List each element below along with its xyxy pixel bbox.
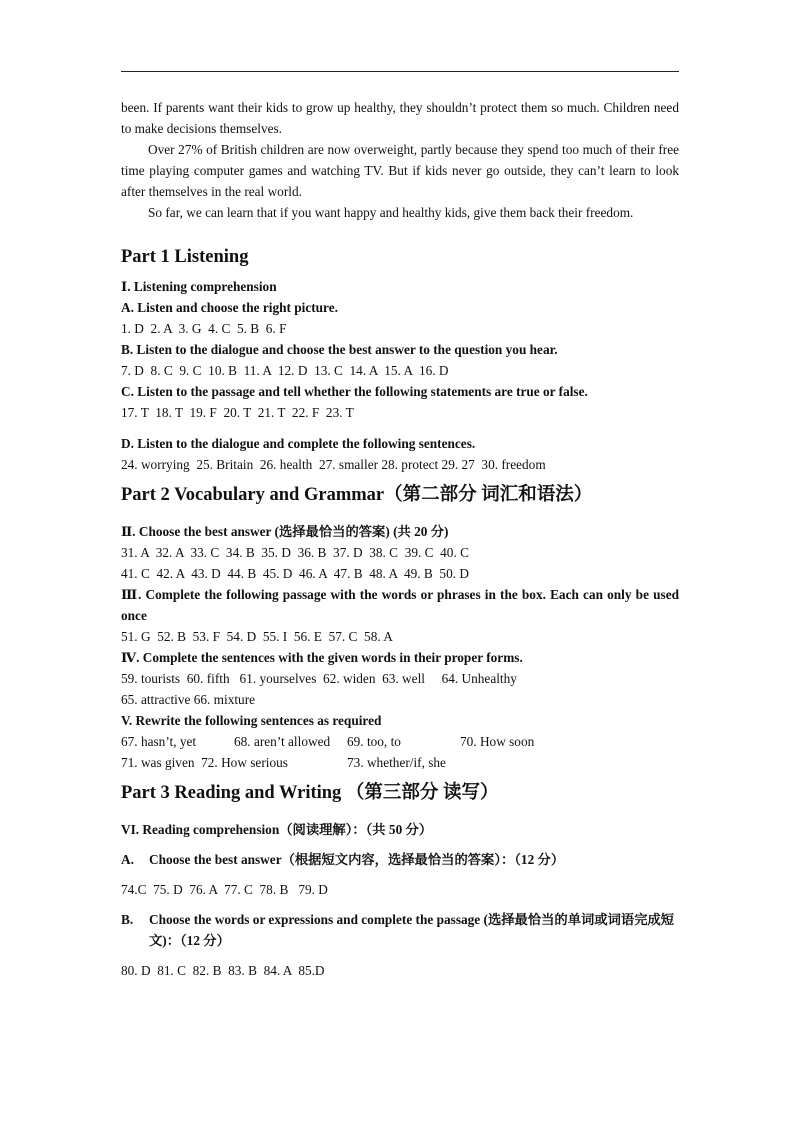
part3-b-heading-row [121,909,679,951]
section5-answers-row2 [121,752,679,773]
section3-heading: Ⅲ. Complete the following passage with the words or phrases in the box. Each can only be used once [121,587,679,623]
part1-d-heading: D. Listen to the dialogue and complete the following sentences. [121,436,476,451]
part3-a-heading-row [121,849,679,870]
header-rule [121,71,679,72]
section3-answers: 51. G 52. B 53. F 54. D 55. I 56. E 57. C 58. A [121,629,393,644]
page-content [121,97,679,981]
answer-67: 67. hasn’t, yet [121,734,197,749]
answer-69: 69. too, to [347,734,401,749]
part1-b-answers: 7. D 8. C 9. C 10. B 11. A 12. D 13. C 14. A 15. A 16. D [121,363,449,378]
paragraph-conclusion: So far, we can learn that if you want happy and healthy kids, give them back their freedom. [148,205,634,220]
section4-heading: Ⅳ. Complete the sentences with the given words in their proper forms. [121,650,523,665]
part3-b-label: B. [121,912,134,927]
part2-title: Part 2 Vocabulary and Grammar（第二部分 词汇和语法） [121,485,593,505]
answer-68: 68. aren’t allowed [234,734,331,749]
part1-a-heading: A. Listen and choose the right picture. [121,300,338,315]
part1-b-heading: B. Listen to the dialogue and choose the best answer to the question you hear. [121,342,558,357]
section4-answers-line2: 65. attractive 66. mixture [121,692,256,707]
part3-title: Part 3 Reading and Writing （第三部分 读写） [121,783,499,803]
part1-title: Part 1 Listening [121,247,249,267]
part1-c-answers: 17. T 18. T 19. F 20. T 21. T 22. F 23. T [121,405,354,420]
part3-b-answers: 80. D 81. C 82. B 83. B 84. A 85.D [121,963,325,978]
answer-70: 70. How soon [460,734,535,749]
section1-heading: Ⅰ. Listening comprehension [121,279,277,294]
section5-heading: V. Rewrite the following sentences as required [121,713,382,728]
answers-71-72: 71. was given 72. How serious [121,755,288,770]
part1-d-answers: 24. worrying 25. Britain 26. health 27. smaller 28. protect 29. 27 30. freedom [121,457,546,472]
section2-answers-line2: 41. C 42. A 43. D 44. B 45. D 46. A 47. B 48. A 49. B 50. D [121,566,469,581]
section4-answers-line1: 59. tourists 60. fifth 61. yourselves 62. widen 63. well 64. Unhealthy [121,671,517,686]
part1-a-answers: 1. D 2. A 3. G 4. C 5. B 6. F [121,321,287,336]
part3-a-label: A. [121,852,134,867]
section2-heading: Ⅱ. Choose the best answer (选择最恰当的答案) (共 20 分) [121,524,449,539]
part3-b-heading: Choose the words or expressions and complete the passage (选择最恰当的单词或词语完成短文)：（12 分） [149,912,675,948]
part3-a-answers: 74.C 75. D 76. A 77. C 78. B 79. D [121,882,328,897]
section6-heading: VI. Reading comprehension（阅读理解）：（共 50 分） [121,822,433,837]
paragraph-continuation: been. If parents want their kids to grow up healthy, they shouldn’t protect them so much. Children need to make decisions themselves. [121,100,679,136]
part3-a-heading: Choose the best answer（根据短文内容，选择最恰当的答案）：（12 分） [149,852,565,867]
section2-answers-line1: 31. A 32. A 33. C 34. B 35. D 36. B 37. D 38. C 39. C 40. C [121,545,469,560]
paragraph-overweight: Over 27% of British children are now overweight, partly because they spend too much of their free time playing computer games and watching TV. But if kids never go outside, they can’t learn to look after themselves in the real world. [121,142,679,199]
answer-73: 73. whether/if, she [347,755,446,770]
part1-c-heading: C. Listen to the passage and tell whether the following statements are true or false. [121,384,588,399]
section5-answers-row1 [121,731,679,752]
